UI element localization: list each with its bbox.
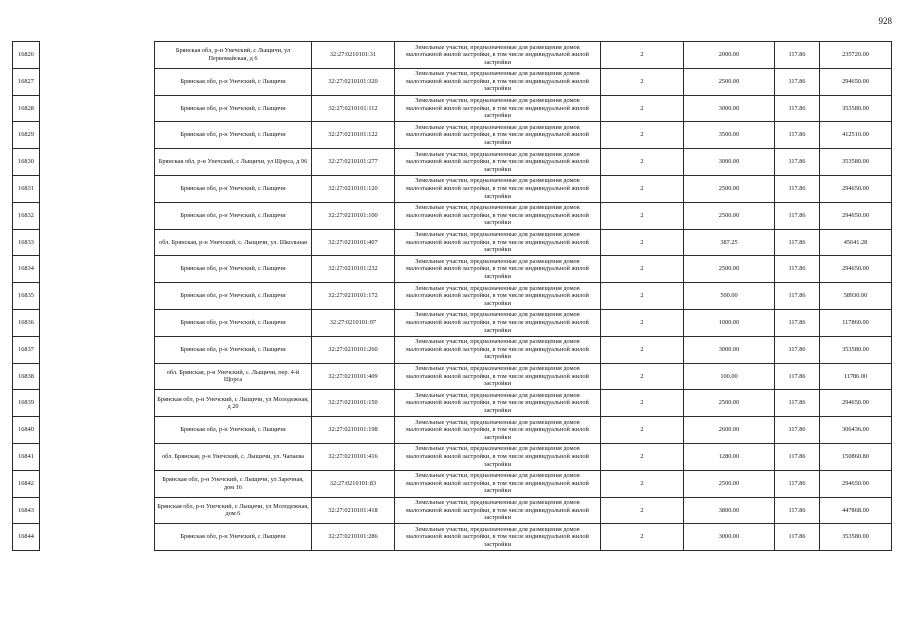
area-cell: 2500.00 — [684, 390, 775, 417]
empty-cell — [40, 202, 155, 229]
cadastral-value-cell: 412510.00 — [820, 122, 892, 149]
empty-cell — [40, 309, 155, 336]
area-cell: 2500.00 — [684, 175, 775, 202]
row-number: 16830 — [13, 149, 40, 176]
area-cell: 3000.00 — [684, 149, 775, 176]
address-cell: обл. Брянская, р-н Унечский, с. Лыщичи, ул. Чапаева — [155, 443, 312, 470]
empty-cell — [40, 363, 155, 390]
empty-cell — [40, 175, 155, 202]
cadastral-number-cell: 32:27:0210101:31 — [312, 42, 395, 69]
row-number: 16843 — [13, 497, 40, 524]
cadastral-value-cell: 58930.00 — [820, 283, 892, 310]
group-number-cell: 2 — [601, 229, 684, 256]
group-number-cell: 2 — [601, 443, 684, 470]
cadastral-value-cell: 294650.00 — [820, 202, 892, 229]
cadastral-value-cell: 117860.00 — [820, 309, 892, 336]
table-row — [13, 42, 892, 69]
area-cell: 100.00 — [684, 363, 775, 390]
address-cell: Брянская обл, р-н Унечский, с Лыщичи — [155, 417, 312, 444]
cadastral-value-table — [12, 41, 892, 551]
land-use-purpose-cell: Земельные участки, предназначенные для размещения домов малоэтажной жилой застройки, в том числе индивидуальной жилой застройки — [395, 417, 601, 444]
cadastral-number-cell: 32:27:0210101:112 — [312, 95, 395, 122]
cadastral-number-cell: 32:27:0210101:409 — [312, 363, 395, 390]
area-cell: 2500.00 — [684, 470, 775, 497]
cadastral-number-cell: 32:27:0210101:320 — [312, 68, 395, 95]
page-number: 928 — [878, 16, 892, 26]
area-cell: 387.25 — [684, 229, 775, 256]
table-row — [13, 175, 892, 202]
specific-value-cell: 117.86 — [775, 470, 820, 497]
row-number: 16829 — [13, 122, 40, 149]
row-number: 16831 — [13, 175, 40, 202]
group-number-cell: 2 — [601, 417, 684, 444]
row-number: 16840 — [13, 417, 40, 444]
row-number: 16836 — [13, 309, 40, 336]
cadastral-value-cell: 447868.00 — [820, 497, 892, 524]
group-number-cell: 2 — [601, 390, 684, 417]
land-use-purpose-cell: Земельные участки, предназначенные для размещения домов малоэтажной жилой застройки, в том числе индивидуальной жилой застройки — [395, 68, 601, 95]
empty-cell — [40, 122, 155, 149]
group-number-cell: 2 — [601, 309, 684, 336]
empty-cell — [40, 417, 155, 444]
land-use-purpose-cell: Земельные участки, предназначенные для размещения домов малоэтажной жилой застройки, в том числе индивидуальной жилой застройки — [395, 336, 601, 363]
area-cell: 3000.00 — [684, 95, 775, 122]
row-number: 16834 — [13, 256, 40, 283]
cadastral-number-cell: 32:27:0210101:416 — [312, 443, 395, 470]
specific-value-cell: 117.86 — [775, 524, 820, 551]
cadastral-value-cell: 11786.00 — [820, 363, 892, 390]
specific-value-cell: 117.86 — [775, 95, 820, 122]
address-cell: Брянская обл, р-н Унечский, с Лыщичи — [155, 202, 312, 229]
cadastral-value-cell: 294650.00 — [820, 256, 892, 283]
row-number: 16837 — [13, 336, 40, 363]
cadastral-number-cell: 32:27:0210101:172 — [312, 283, 395, 310]
address-cell: Брянская обл, р-н Унечский, с Лыщичи — [155, 309, 312, 336]
land-use-purpose-cell: Земельные участки, предназначенные для размещения домов малоэтажной жилой застройки, в том числе индивидуальной жилой застройки — [395, 443, 601, 470]
area-cell: 3000.00 — [684, 524, 775, 551]
land-use-purpose-cell: Земельные участки, предназначенные для размещения домов малоэтажной жилой застройки, в том числе индивидуальной жилой застройки — [395, 229, 601, 256]
area-cell: 3500.00 — [684, 122, 775, 149]
area-cell: 1000.00 — [684, 309, 775, 336]
cadastral-value-cell: 294650.00 — [820, 470, 892, 497]
cadastral-value-cell: 294650.00 — [820, 175, 892, 202]
address-cell: обл. Брянская, р-н Унечский, с. Лыщичи, ул. Школьная — [155, 229, 312, 256]
table-row — [13, 149, 892, 176]
cadastral-number-cell: 32:27:0210101:407 — [312, 229, 395, 256]
cadastral-number-cell: 32:27:0210101:277 — [312, 149, 395, 176]
specific-value-cell: 117.86 — [775, 497, 820, 524]
area-cell: 1280.00 — [684, 443, 775, 470]
area-cell: 500.00 — [684, 283, 775, 310]
address-cell: обл. Брянская, р-н Унечский, с. Лыщичи, пер. 4-й Щорса — [155, 363, 312, 390]
table-row — [13, 68, 892, 95]
land-use-purpose-cell: Земельные участки, предназначенные для размещения домов малоэтажной жилой застройки, в том числе индивидуальной жилой застройки — [395, 202, 601, 229]
empty-cell — [40, 68, 155, 95]
cadastral-value-cell: 353580.00 — [820, 95, 892, 122]
address-cell: Брянская обл, р-н Унечский, с Лыщичи — [155, 256, 312, 283]
empty-cell — [40, 149, 155, 176]
table-row — [13, 363, 892, 390]
cadastral-value-cell: 353580.00 — [820, 524, 892, 551]
table-row — [13, 122, 892, 149]
empty-cell — [40, 470, 155, 497]
address-cell: Брянская обл, р-н Унечский, с Лыщичи, ул Заречная, дом 16 — [155, 470, 312, 497]
area-cell: 3800.00 — [684, 497, 775, 524]
table-row — [13, 309, 892, 336]
land-use-purpose-cell: Земельные участки, предназначенные для размещения домов малоэтажной жилой застройки, в том числе индивидуальной жилой застройки — [395, 175, 601, 202]
address-cell: Брянская обл, р-н Унечский, с Лыщичи — [155, 336, 312, 363]
area-cell: 2600.00 — [684, 417, 775, 444]
specific-value-cell: 117.86 — [775, 390, 820, 417]
group-number-cell: 2 — [601, 336, 684, 363]
cadastral-value-cell: 353580.00 — [820, 336, 892, 363]
empty-cell — [40, 524, 155, 551]
table-row — [13, 524, 892, 551]
specific-value-cell: 117.86 — [775, 175, 820, 202]
empty-cell — [40, 390, 155, 417]
specific-value-cell: 117.86 — [775, 149, 820, 176]
row-number: 16826 — [13, 42, 40, 69]
land-use-purpose-cell: Земельные участки, предназначенные для размещения домов малоэтажной жилой застройки, в том числе индивидуальной жилой застройки — [395, 42, 601, 69]
specific-value-cell: 117.86 — [775, 336, 820, 363]
row-number: 16828 — [13, 95, 40, 122]
specific-value-cell: 117.86 — [775, 202, 820, 229]
cadastral-value-cell: 294650.00 — [820, 68, 892, 95]
table-row — [13, 256, 892, 283]
cadastral-number-cell: 32:27:0210101:97 — [312, 309, 395, 336]
table-row — [13, 417, 892, 444]
group-number-cell: 2 — [601, 256, 684, 283]
row-number: 16842 — [13, 470, 40, 497]
land-use-purpose-cell: Земельные участки, предназначенные для размещения домов малоэтажной жилой застройки, в том числе индивидуальной жилой застройки — [395, 390, 601, 417]
area-cell: 2000.00 — [684, 42, 775, 69]
cadastral-number-cell: 32:27:0210101:260 — [312, 336, 395, 363]
table-row — [13, 336, 892, 363]
address-cell: Брянская обл, р-н Унечский, с Лыщичи — [155, 283, 312, 310]
specific-value-cell: 117.86 — [775, 229, 820, 256]
area-cell: 2500.00 — [684, 68, 775, 95]
cadastral-value-cell: 294650.00 — [820, 390, 892, 417]
cadastral-number-cell: 32:27:0210101:418 — [312, 497, 395, 524]
land-use-purpose-cell: Земельные участки, предназначенные для размещения домов малоэтажной жилой застройки, в том числе индивидуальной жилой застройки — [395, 524, 601, 551]
table-row — [13, 202, 892, 229]
group-number-cell: 2 — [601, 202, 684, 229]
cadastral-number-cell: 32:27:0210101:150 — [312, 390, 395, 417]
table-row — [13, 390, 892, 417]
empty-cell — [40, 443, 155, 470]
cadastral-value-cell: 150860.80 — [820, 443, 892, 470]
empty-cell — [40, 497, 155, 524]
specific-value-cell: 117.86 — [775, 283, 820, 310]
empty-cell — [40, 283, 155, 310]
table-row — [13, 283, 892, 310]
address-cell: Брянская обл, р-н Унечский, с Лыщичи — [155, 95, 312, 122]
address-cell: Брянская обл, р-н Унечский, с Лыщичи — [155, 68, 312, 95]
specific-value-cell: 117.86 — [775, 256, 820, 283]
specific-value-cell: 117.86 — [775, 42, 820, 69]
specific-value-cell: 117.86 — [775, 363, 820, 390]
group-number-cell: 2 — [601, 470, 684, 497]
cadastral-value-cell: 235720.00 — [820, 42, 892, 69]
group-number-cell: 2 — [601, 524, 684, 551]
group-number-cell: 2 — [601, 175, 684, 202]
row-number: 16839 — [13, 390, 40, 417]
cadastral-number-cell: 32:27:0210101:100 — [312, 202, 395, 229]
cadastral-value-cell: 45641.28 — [820, 229, 892, 256]
cadastral-number-cell: 32:27:0210101:232 — [312, 256, 395, 283]
row-number: 16844 — [13, 524, 40, 551]
table-row — [13, 470, 892, 497]
group-number-cell: 2 — [601, 149, 684, 176]
row-number: 16841 — [13, 443, 40, 470]
row-number: 16832 — [13, 202, 40, 229]
land-use-purpose-cell: Земельные участки, предназначенные для размещения домов малоэтажной жилой застройки, в том числе индивидуальной жилой застройки — [395, 256, 601, 283]
cadastral-value-cell: 306436.00 — [820, 417, 892, 444]
empty-cell — [40, 95, 155, 122]
land-use-purpose-cell: Земельные участки, предназначенные для размещения домов малоэтажной жилой застройки, в том числе индивидуальной жилой застройки — [395, 122, 601, 149]
address-cell: Брянская обл, р-н Унечский, с Лыщичи — [155, 175, 312, 202]
row-number: 16838 — [13, 363, 40, 390]
address-cell: Брянская обл, р-н Унечский, с Лыщичи, ул Первомайская, д 6 — [155, 42, 312, 69]
empty-cell — [40, 256, 155, 283]
empty-cell — [40, 42, 155, 69]
group-number-cell: 2 — [601, 283, 684, 310]
land-use-purpose-cell: Земельные участки, предназначенные для размещения домов малоэтажной жилой застройки, в том числе индивидуальной жилой застройки — [395, 149, 601, 176]
address-cell: Брянская обл, р-н Унечский, с Лыщичи, ул Молодежная, д 20 — [155, 390, 312, 417]
address-cell: Брянская обл, р-н Унечский, с Лыщичи — [155, 524, 312, 551]
specific-value-cell: 117.86 — [775, 417, 820, 444]
land-use-purpose-cell: Земельные участки, предназначенные для размещения домов малоэтажной жилой застройки, в том числе индивидуальной жилой застройки — [395, 470, 601, 497]
specific-value-cell: 117.86 — [775, 309, 820, 336]
address-cell: Брянская обл, р-н Унечский, с Лыщичи, ул Щорса, д 96 — [155, 149, 312, 176]
table-row — [13, 95, 892, 122]
specific-value-cell: 117.86 — [775, 443, 820, 470]
area-cell: 2500.00 — [684, 256, 775, 283]
group-number-cell: 2 — [601, 68, 684, 95]
empty-cell — [40, 229, 155, 256]
cadastral-number-cell: 32:27:0210101:83 — [312, 470, 395, 497]
land-use-purpose-cell: Земельные участки, предназначенные для размещения домов малоэтажной жилой застройки, в том числе индивидуальной жилой застройки — [395, 363, 601, 390]
cadastral-number-cell: 32:27:0210101:198 — [312, 417, 395, 444]
table-row — [13, 443, 892, 470]
address-cell: Брянская обл, р-н Унечский, с Лыщичи — [155, 122, 312, 149]
land-use-purpose-cell: Земельные участки, предназначенные для размещения домов малоэтажной жилой застройки, в том числе индивидуальной жилой застройки — [395, 283, 601, 310]
specific-value-cell: 117.86 — [775, 122, 820, 149]
group-number-cell: 2 — [601, 363, 684, 390]
group-number-cell: 2 — [601, 122, 684, 149]
cadastral-value-cell: 353580.00 — [820, 149, 892, 176]
group-number-cell: 2 — [601, 95, 684, 122]
group-number-cell: 2 — [601, 497, 684, 524]
land-use-purpose-cell: Земельные участки, предназначенные для размещения домов малоэтажной жилой застройки, в том числе индивидуальной жилой застройки — [395, 497, 601, 524]
land-use-purpose-cell: Земельные участки, предназначенные для размещения домов малоэтажной жилой застройки, в том числе индивидуальной жилой застройки — [395, 309, 601, 336]
row-number: 16827 — [13, 68, 40, 95]
row-number: 16835 — [13, 283, 40, 310]
cadastral-number-cell: 32:27:0210101:122 — [312, 122, 395, 149]
group-number-cell: 2 — [601, 42, 684, 69]
area-cell: 2500.00 — [684, 202, 775, 229]
address-cell: Брянская обл, р-н Унечский, с Лыщичи, ул Молодежная, дом 6 — [155, 497, 312, 524]
table-row — [13, 229, 892, 256]
area-cell: 3000.00 — [684, 336, 775, 363]
row-number: 16833 — [13, 229, 40, 256]
land-use-purpose-cell: Земельные участки, предназначенные для размещения домов малоэтажной жилой застройки, в том числе индивидуальной жилой застройки — [395, 95, 601, 122]
table-row — [13, 497, 892, 524]
empty-cell — [40, 336, 155, 363]
specific-value-cell: 117.86 — [775, 68, 820, 95]
cadastral-number-cell: 32:27:0210101:120 — [312, 175, 395, 202]
cadastral-number-cell: 32:27:0210101:286 — [312, 524, 395, 551]
